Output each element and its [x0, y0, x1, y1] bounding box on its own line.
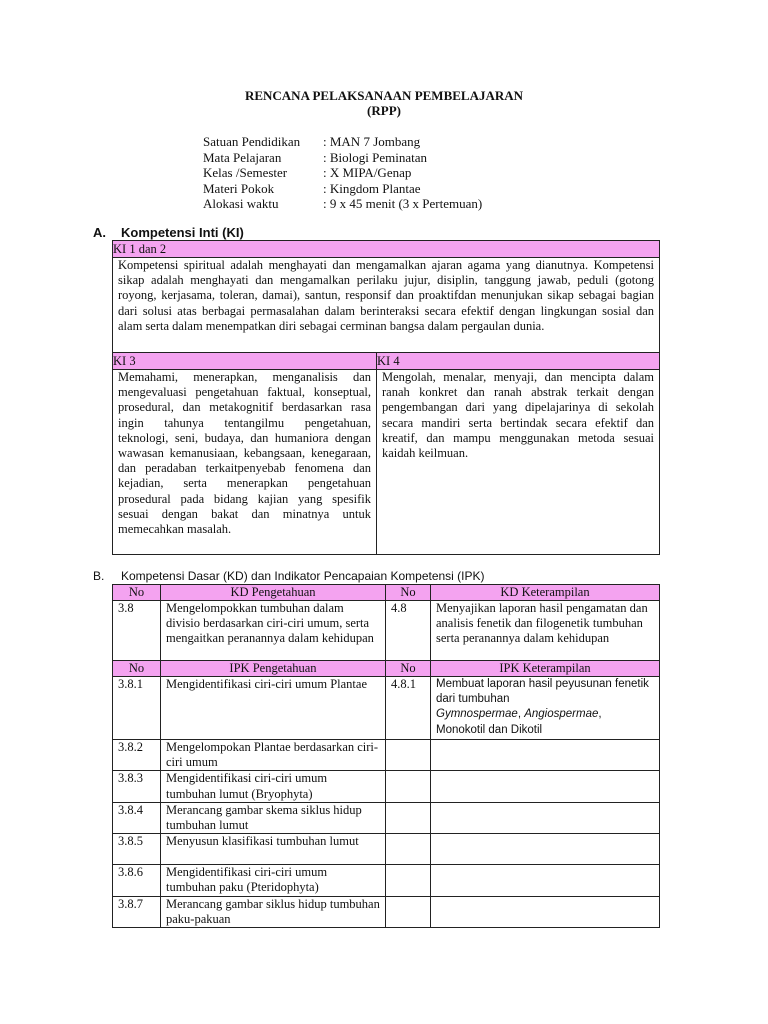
ki4-header: KI 4: [377, 353, 660, 370]
table-row: [113, 740, 660, 771]
section-b-heading: [93, 569, 485, 583]
col-header-no: No: [113, 661, 161, 677]
kd-no: 3.8: [113, 601, 161, 661]
ipk-no: 3.8.7: [113, 896, 161, 927]
section-a-heading: [93, 225, 244, 240]
ipk-text: [431, 677, 660, 740]
empty-cell: [386, 771, 431, 802]
ipk-text-sep: ,: [517, 708, 525, 721]
identity-block: [203, 134, 482, 212]
identity-label: Kelas /Semester: [203, 165, 288, 180]
identity-row: [203, 196, 482, 212]
identity-row: [203, 181, 482, 197]
col-header-no: No: [386, 585, 431, 601]
col-header-kd-keterampilan: KD Keterampilan: [431, 585, 660, 601]
ipk-text: Menyusun klasifikasi tumbuhan lumut: [161, 834, 386, 865]
kd-table: [112, 584, 660, 928]
section-letter: A.: [93, 225, 106, 240]
identity-value: : MAN 7 Jombang: [323, 134, 421, 149]
ipk-text-italic: Gymnospermae: [436, 708, 518, 721]
ipk-text: Mengidentifikasi ciri-ciri umum tumbuhan lumut (Bryophyta): [161, 771, 386, 802]
identity-value: : Kingdom Plantae: [323, 180, 421, 196]
col-header-no: No: [113, 585, 161, 601]
identity-value: : Biologi Peminatan: [323, 149, 427, 165]
identity-label: Materi Pokok: [203, 180, 275, 196]
identity-row: [203, 150, 482, 166]
section-title: Kompetensi Dasar (KD) dan Indikator Pencapaian Kompetensi (IPK): [121, 569, 485, 583]
kd-text: Menyajikan laporan hasil pengamatan dan analisis fenetik dan filogenetik tumbuhan serta peranannya dalam kehidupan: [431, 601, 660, 661]
ki12-header: KI 1 dan 2: [113, 241, 660, 258]
section-letter: B.: [93, 569, 105, 583]
document-title: RENCANA PELAKSANAAN PEMBELAJARAN: [244, 88, 524, 103]
document-subtitle: (RPP): [367, 103, 401, 118]
table-row: [113, 865, 660, 896]
ipk-no: 4.8.1: [386, 677, 431, 740]
ipk-text: Merancang gambar siklus hidup tumbuhan paku-pakuan: [161, 896, 386, 927]
ki-table: [112, 240, 660, 555]
ipk-text: Merancang gambar skema siklus hidup tumbuhan lumut: [161, 802, 386, 833]
ipk-no: 3.8.4: [113, 802, 161, 833]
empty-cell: [431, 740, 660, 771]
empty-cell: [431, 834, 660, 865]
empty-cell: [386, 896, 431, 927]
table-row: [113, 771, 660, 802]
ipk-no: 3.8.2: [113, 740, 161, 771]
ipk-no: 3.8.3: [113, 771, 161, 802]
empty-cell: [431, 802, 660, 833]
table-row: [113, 896, 660, 927]
col-header-kd-pengetahuan: KD Pengetahuan: [161, 585, 386, 601]
ipk-text-part: Monokotil dan Dikotil: [436, 723, 543, 736]
ki12-text: Kompetensi spiritual adalah menghayati dan mengamalkan ajaran agama yang dianutnya. Kompetensi sikap adalah menghayati dan mengamalkan perilaku jujur, disiplin, tanggung jawab, peduli (gotong royong, kerjasama, toleran, damai), santun, responsif dan proaktifdan menunjukan sikap sebagai bagian dari solusi atas berbagai permasalahan dalam berinteraksi secara efektif dengan lingkungan sosial dan alam serta dalam menempatkan diri sebagai cerminan bangsa dalam pergaulan dunia.: [113, 258, 660, 353]
ipk-text: Mengelompokan Plantae berdasarkan ciri-ciri umum: [161, 740, 386, 771]
identity-value: : X MIPA/Genap: [323, 165, 412, 180]
table-row: [113, 601, 660, 661]
ipk-text-part: Membuat laporan hasil peyusunan fenetik dari tumbuhan: [436, 678, 649, 706]
ki3-header: KI 3: [113, 353, 377, 370]
empty-cell: [431, 865, 660, 896]
ki4-text: Mengolah, menalar, menyaji, dan mencipta dalam ranah konkret dan ranah abstrak terkait dengan pengembangan dari yang dipelajarinya di sekolah secara mandiri serta bertindak secara efektif dan kreatif, dan mampu menggunakan metoda sesuai kaidah keilmuan.: [377, 370, 660, 555]
identity-label: Satuan Pendidikan: [203, 134, 301, 149]
empty-cell: [386, 802, 431, 833]
empty-cell: [386, 865, 431, 896]
table-row: [113, 802, 660, 833]
empty-cell: [386, 834, 431, 865]
identity-row: [203, 134, 482, 150]
section-title: Kompetensi Inti (KI): [121, 225, 244, 240]
empty-cell: [431, 771, 660, 802]
ipk-no: 3.8.1: [113, 677, 161, 740]
empty-cell: [431, 896, 660, 927]
identity-value: : 9 x 45 menit (3 x Pertemuan): [323, 196, 483, 211]
ipk-text-italic: Angiospermae: [524, 708, 599, 721]
col-header-ipk-pengetahuan: IPK Pengetahuan: [161, 661, 386, 677]
table-row: [113, 677, 660, 740]
ki3-text: Memahami, menerapkan, menganalisis dan mengevaluasi pengetahuan faktual, konseptual, prosedural, dan metakognitif berdasarkan rasa ingin tahunya tentangilmu pengetahuan, teknologi, seni, budaya, dan humaniora dengan wawasan kemanusiaan, kebangsaan, kenegaraan, dan peradaban terkaitpenyebab fenomena dan kejadian, serta menerapkan pengetahuan prosedural pada bidang kajian yang spesifik sesuai dengan bakat dan minatnya untuk memecahkan masalah.: [113, 370, 377, 555]
table-row: [113, 834, 660, 865]
empty-cell: [386, 740, 431, 771]
identity-row: [203, 165, 482, 181]
ipk-text: Mengidentifikasi ciri-ciri umum tumbuhan paku (Pteridophyta): [161, 865, 386, 896]
identity-label: Alokasi waktu: [203, 196, 279, 211]
ipk-no: 3.8.6: [113, 865, 161, 896]
ipk-no: 3.8.5: [113, 834, 161, 865]
kd-no: 4.8: [386, 601, 431, 661]
ipk-text: Mengidentifikasi ciri-ciri umum Plantae: [161, 677, 386, 740]
identity-label: Mata Pelajaran: [203, 149, 282, 165]
col-header-no: No: [386, 661, 431, 677]
col-header-ipk-keterampilan: IPK Keterampilan: [431, 661, 660, 677]
ipk-text-sep: ,: [598, 708, 602, 721]
kd-text: Mengelompokkan tumbuhan dalam divisio berdasarkan ciri-ciri umum, serta mengaitkan peranannya dalam kehidupan: [161, 601, 386, 661]
